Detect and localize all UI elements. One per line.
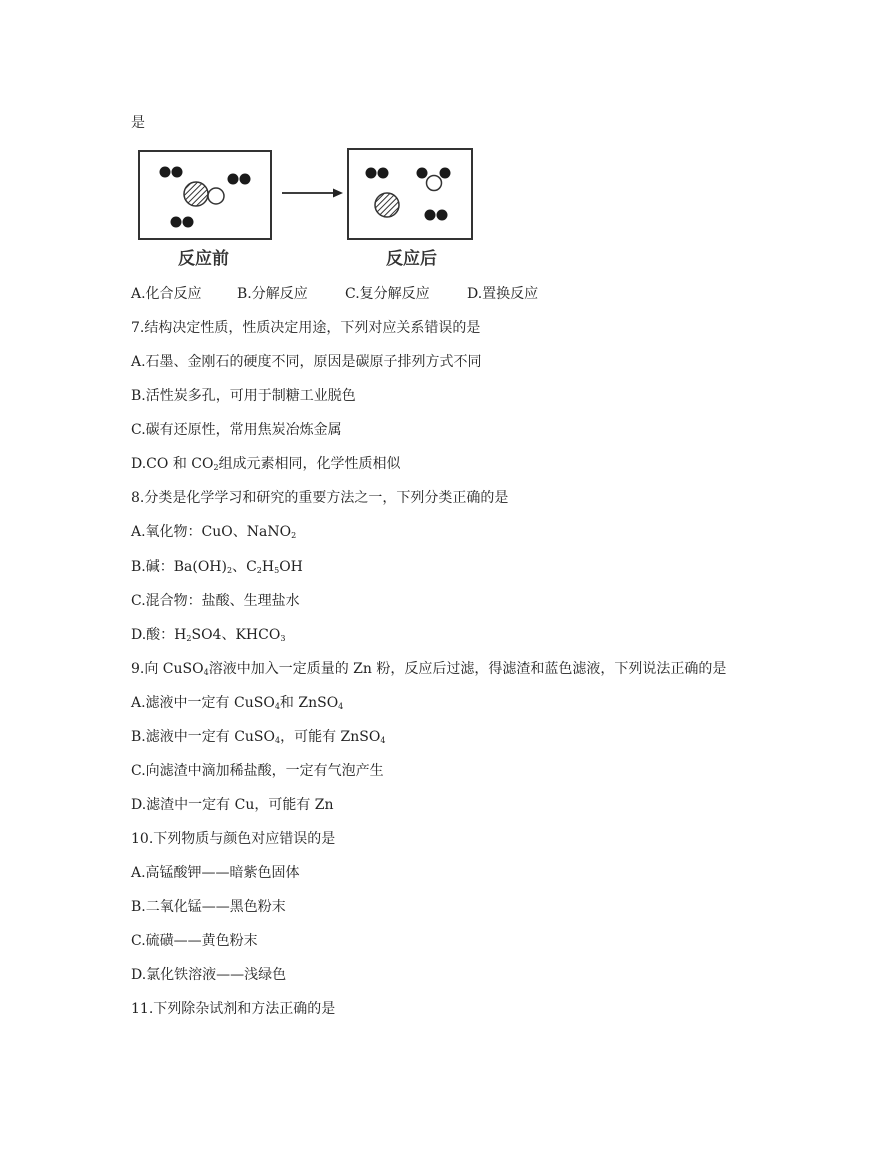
molecule-drawing — [0, 0, 893, 300]
q8-stem: 8.分类是化学学习和研究的重要方法之一，下列分类正确的是 — [131, 490, 509, 506]
q6-options — [131, 285, 538, 303]
q10-option-a: A.高锰酸钾——暗紫色固体 — [131, 865, 300, 881]
q7-option-c: C.碳有还原性，常用焦炭冶炼金属 — [131, 422, 342, 438]
q9-stem: 9.向 CuSO$_4$溶液中加入一定质量的 Zn 粉，反应后过滤，得滤渣和蓝色滤液，下列说法正确的是 — [131, 661, 727, 677]
before-label: 反应前 — [178, 249, 229, 269]
q9-option-a: A.滤液中一定有 CuSO$_4$和 ZnSO$_4$ — [131, 695, 344, 711]
q9-option-c: C.向滤渣中滴加稀盐酸，一定有气泡产生 — [131, 763, 384, 779]
after-molecule-top-right — [417, 168, 451, 191]
q10-option-c: C.硫磺——黄色粉末 — [131, 933, 258, 949]
q10-option-d: D.氯化铁溶液——浅绿色 — [131, 967, 287, 983]
after-molecule-top-left — [366, 168, 389, 179]
before-molecule-center — [184, 182, 224, 206]
q6-option-d: D.置换反应 — [467, 286, 539, 302]
lead-text: 是 — [131, 115, 145, 131]
before-molecule-right — [228, 174, 251, 185]
q9-option-b: B.滤液中一定有 CuSO$_4$，可能有 ZnSO$_4$ — [131, 729, 386, 745]
q8-option-d: D.酸：$H_2SO4$、$KHCO_3$ — [131, 627, 286, 643]
after-molecule-hatched — [375, 193, 399, 217]
q8-option-b: B.碱：$Ba(OH)_2$、$C_2H_5OH$ — [131, 559, 303, 575]
after-label: 反应后 — [386, 249, 437, 269]
q6-option-c: C.复分解反应 — [345, 286, 430, 302]
arrow-icon — [282, 189, 343, 198]
q8-option-c: C.混合物：盐酸、生理盐水 — [131, 593, 300, 609]
q7-option-a: A.石墨、金刚石的硬度不同，原因是碳原子排列方式不同 — [131, 354, 482, 370]
q6-option-a: A.化合反应 — [131, 286, 202, 302]
q9-option-d: D.滤渣中一定有 Cu，可能有 Zn — [131, 797, 334, 813]
q11-stem: 11.下列除杂试剂和方法正确的是 — [131, 1001, 336, 1017]
q10-option-b: B.二氧化锰——黑色粉末 — [131, 899, 286, 915]
q7-option-b: B.活性炭多孔，可用于制糖工业脱色 — [131, 388, 356, 404]
q7-stem: 7.结构决定性质，性质决定用途，下列对应关系错误的是 — [131, 320, 481, 336]
q10-stem: 10.下列物质与颜色对应错误的是 — [131, 831, 336, 847]
q7-option-d: D.CO 和 $CO_2$组成元素相同，化学性质相似 — [131, 456, 401, 472]
before-molecule-bottom — [171, 217, 194, 228]
q8-option-a: A.氧化物：CuO、NaNO$_2$ — [131, 524, 297, 540]
before-molecule-top-left — [160, 167, 183, 178]
after-molecule-bottom — [425, 210, 448, 221]
q6-option-b: B.分解反应 — [237, 286, 308, 302]
